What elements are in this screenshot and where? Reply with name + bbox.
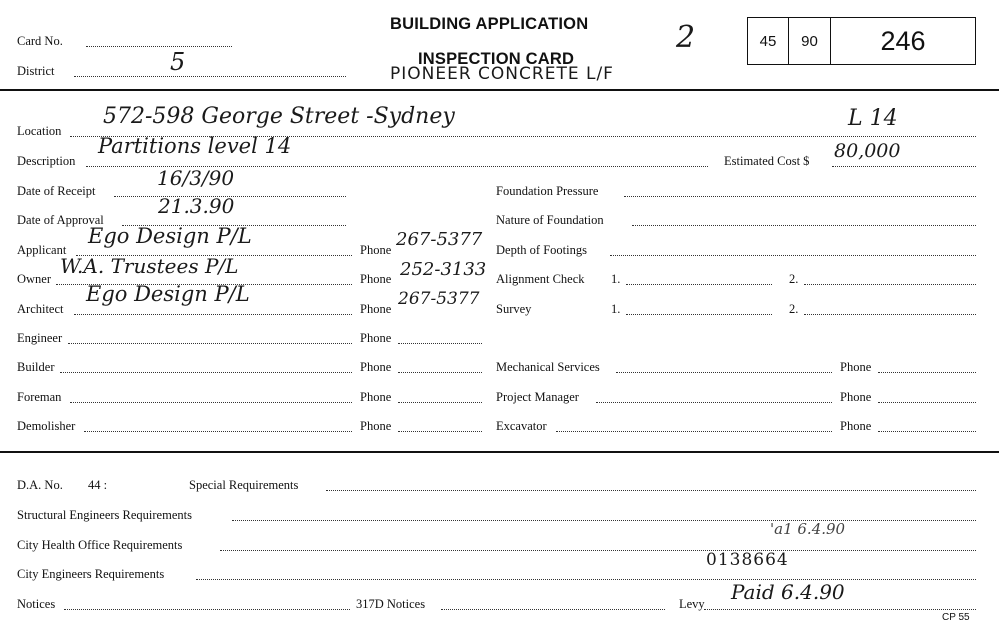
excavator-label: Excavator bbox=[496, 419, 547, 433]
architect-field[interactable] bbox=[74, 314, 352, 315]
ref-box-a: 45 bbox=[748, 18, 789, 64]
demolisher-field[interactable] bbox=[84, 431, 352, 432]
foundation-pressure-field[interactable] bbox=[624, 196, 976, 197]
ref-box-b: 90 bbox=[789, 18, 831, 64]
engineer-phone-label: Phone bbox=[360, 331, 392, 345]
levy-field[interactable] bbox=[704, 609, 976, 610]
alignment-check-field-2[interactable] bbox=[804, 284, 976, 285]
nature-foundation-field[interactable] bbox=[632, 225, 976, 226]
estimated-cost-field[interactable] bbox=[832, 166, 976, 167]
foreman-field[interactable] bbox=[70, 402, 352, 403]
project-manager-label: Project Manager bbox=[496, 390, 579, 404]
owner-phone-label: Phone bbox=[360, 272, 392, 286]
survey-field-1[interactable] bbox=[626, 314, 772, 315]
builder-label: Builder bbox=[17, 360, 55, 374]
description-value: Partitions level 14 bbox=[98, 134, 292, 158]
foreman-phone-label: Phone bbox=[360, 390, 392, 404]
alignment-check-field-1[interactable] bbox=[626, 284, 772, 285]
card-no-label: Card No. bbox=[17, 34, 63, 48]
da-no-label: D.A. No. bbox=[17, 478, 63, 492]
applicant-label: Applicant bbox=[17, 243, 67, 257]
317d-notices-field[interactable] bbox=[441, 609, 665, 610]
architect-phone-label: Phone bbox=[360, 302, 392, 316]
handwritten-number: 2 bbox=[676, 20, 696, 55]
form-code: CP 55 bbox=[942, 612, 970, 623]
excavator-field[interactable] bbox=[556, 431, 832, 432]
district-value: 5 bbox=[170, 48, 186, 76]
owner-value: W.A. Trustees P/L bbox=[60, 254, 239, 278]
architect-phone-value: 267-5377 bbox=[398, 289, 480, 309]
architect-label: Architect bbox=[17, 302, 64, 316]
project-manager-field[interactable] bbox=[596, 402, 832, 403]
excavator-phone-field[interactable] bbox=[878, 431, 976, 432]
reference-number-box bbox=[747, 17, 976, 65]
da-no-value: 44 : bbox=[88, 478, 108, 492]
excavator-phone-label: Phone bbox=[840, 419, 872, 433]
header-divider bbox=[0, 89, 999, 91]
applicant-value: Ego Design P/L bbox=[88, 224, 252, 248]
notices-field[interactable] bbox=[64, 609, 350, 610]
city-engineers-requirements-field[interactable] bbox=[196, 579, 976, 580]
project-manager-phone-field[interactable] bbox=[878, 402, 976, 403]
foundation-pressure-label: Foundation Pressure bbox=[496, 184, 599, 198]
engineer-label: Engineer bbox=[17, 331, 63, 345]
builder-phone-field[interactable] bbox=[398, 372, 482, 373]
notices-label: Notices bbox=[17, 597, 56, 611]
depth-footings-label: Depth of Footings bbox=[496, 243, 587, 257]
card-no-field[interactable] bbox=[86, 46, 232, 47]
mechanical-phone-field[interactable] bbox=[878, 372, 976, 373]
title-inspection-card: INSPECTION CARD bbox=[418, 50, 575, 68]
applicant-phone-value: 267-5377 bbox=[396, 229, 483, 250]
receipt-number: 0138664 bbox=[706, 550, 789, 570]
structural-requirements-field[interactable] bbox=[232, 520, 976, 521]
engineer-phone-field[interactable] bbox=[398, 343, 482, 344]
demolisher-label: Demolisher bbox=[17, 419, 76, 433]
applicant-phone-label: Phone bbox=[360, 243, 392, 257]
date-receipt-label: Date of Receipt bbox=[17, 184, 96, 198]
ref-box-c: 246 bbox=[880, 25, 926, 56]
survey-field-2[interactable] bbox=[804, 314, 976, 315]
foreman-phone-field[interactable] bbox=[398, 402, 482, 403]
survey-num-1: 1. bbox=[611, 302, 621, 316]
foreman-label: Foreman bbox=[17, 390, 62, 404]
special-requirements-label: Special Requirements bbox=[189, 478, 299, 492]
district-label: District bbox=[17, 64, 55, 78]
district-field[interactable] bbox=[74, 76, 346, 77]
alignment-check-num-2: 2. bbox=[789, 272, 799, 286]
level-note: L 14 bbox=[848, 106, 898, 131]
survey-num-2: 2. bbox=[789, 302, 799, 316]
project-manager-phone-label: Phone bbox=[840, 390, 872, 404]
architect-value: Ego Design P/L bbox=[86, 282, 250, 306]
structural-requirements-label: Structural Engineers Requirements bbox=[17, 508, 192, 522]
health-requirements-label: City Health Office Requirements bbox=[17, 538, 183, 552]
special-requirements-field[interactable] bbox=[326, 490, 976, 491]
mechanical-services-label: Mechanical Services bbox=[496, 360, 600, 374]
demolisher-phone-field[interactable] bbox=[398, 431, 482, 432]
date-receipt-value: 16/3/90 bbox=[157, 166, 235, 190]
footer-divider bbox=[0, 451, 999, 453]
structural-note: 'a1 6.4.90 bbox=[770, 520, 846, 538]
mechanical-phone-label: Phone bbox=[840, 360, 872, 374]
survey-label: Survey bbox=[496, 302, 532, 316]
company-note: PIONEER CONCRETE L/F bbox=[390, 64, 614, 84]
levy-value: Paid 6.4.90 bbox=[731, 580, 845, 604]
description-label: Description bbox=[17, 154, 76, 168]
owner-phone-value: 252-3133 bbox=[400, 259, 487, 280]
317d-notices-label: 317D Notices bbox=[356, 597, 426, 611]
location-label: Location bbox=[17, 124, 62, 138]
owner-label: Owner bbox=[17, 272, 52, 286]
demolisher-phone-label: Phone bbox=[360, 419, 392, 433]
mechanical-services-field[interactable] bbox=[616, 372, 832, 373]
alignment-check-label: Alignment Check bbox=[496, 272, 585, 286]
date-approval-value: 21.3.90 bbox=[158, 194, 235, 218]
builder-field[interactable] bbox=[60, 372, 352, 373]
depth-footings-field[interactable] bbox=[610, 255, 976, 256]
date-approval-label: Date of Approval bbox=[17, 213, 104, 227]
alignment-check-num-1: 1. bbox=[611, 272, 621, 286]
levy-label: Levy bbox=[679, 597, 705, 611]
estimated-cost-label: Estimated Cost $ bbox=[724, 154, 810, 168]
engineer-field[interactable] bbox=[68, 343, 352, 344]
health-requirements-field[interactable] bbox=[220, 550, 976, 551]
title-building-application: BUILDING APPLICATION bbox=[390, 15, 589, 33]
nature-foundation-label: Nature of Foundation bbox=[496, 213, 604, 227]
estimated-cost-value: 80,000 bbox=[834, 140, 901, 162]
city-engineers-requirements-label: City Engineers Requirements bbox=[17, 567, 165, 581]
builder-phone-label: Phone bbox=[360, 360, 392, 374]
location-value: 572-598 George Street -Sydney bbox=[103, 104, 455, 129]
